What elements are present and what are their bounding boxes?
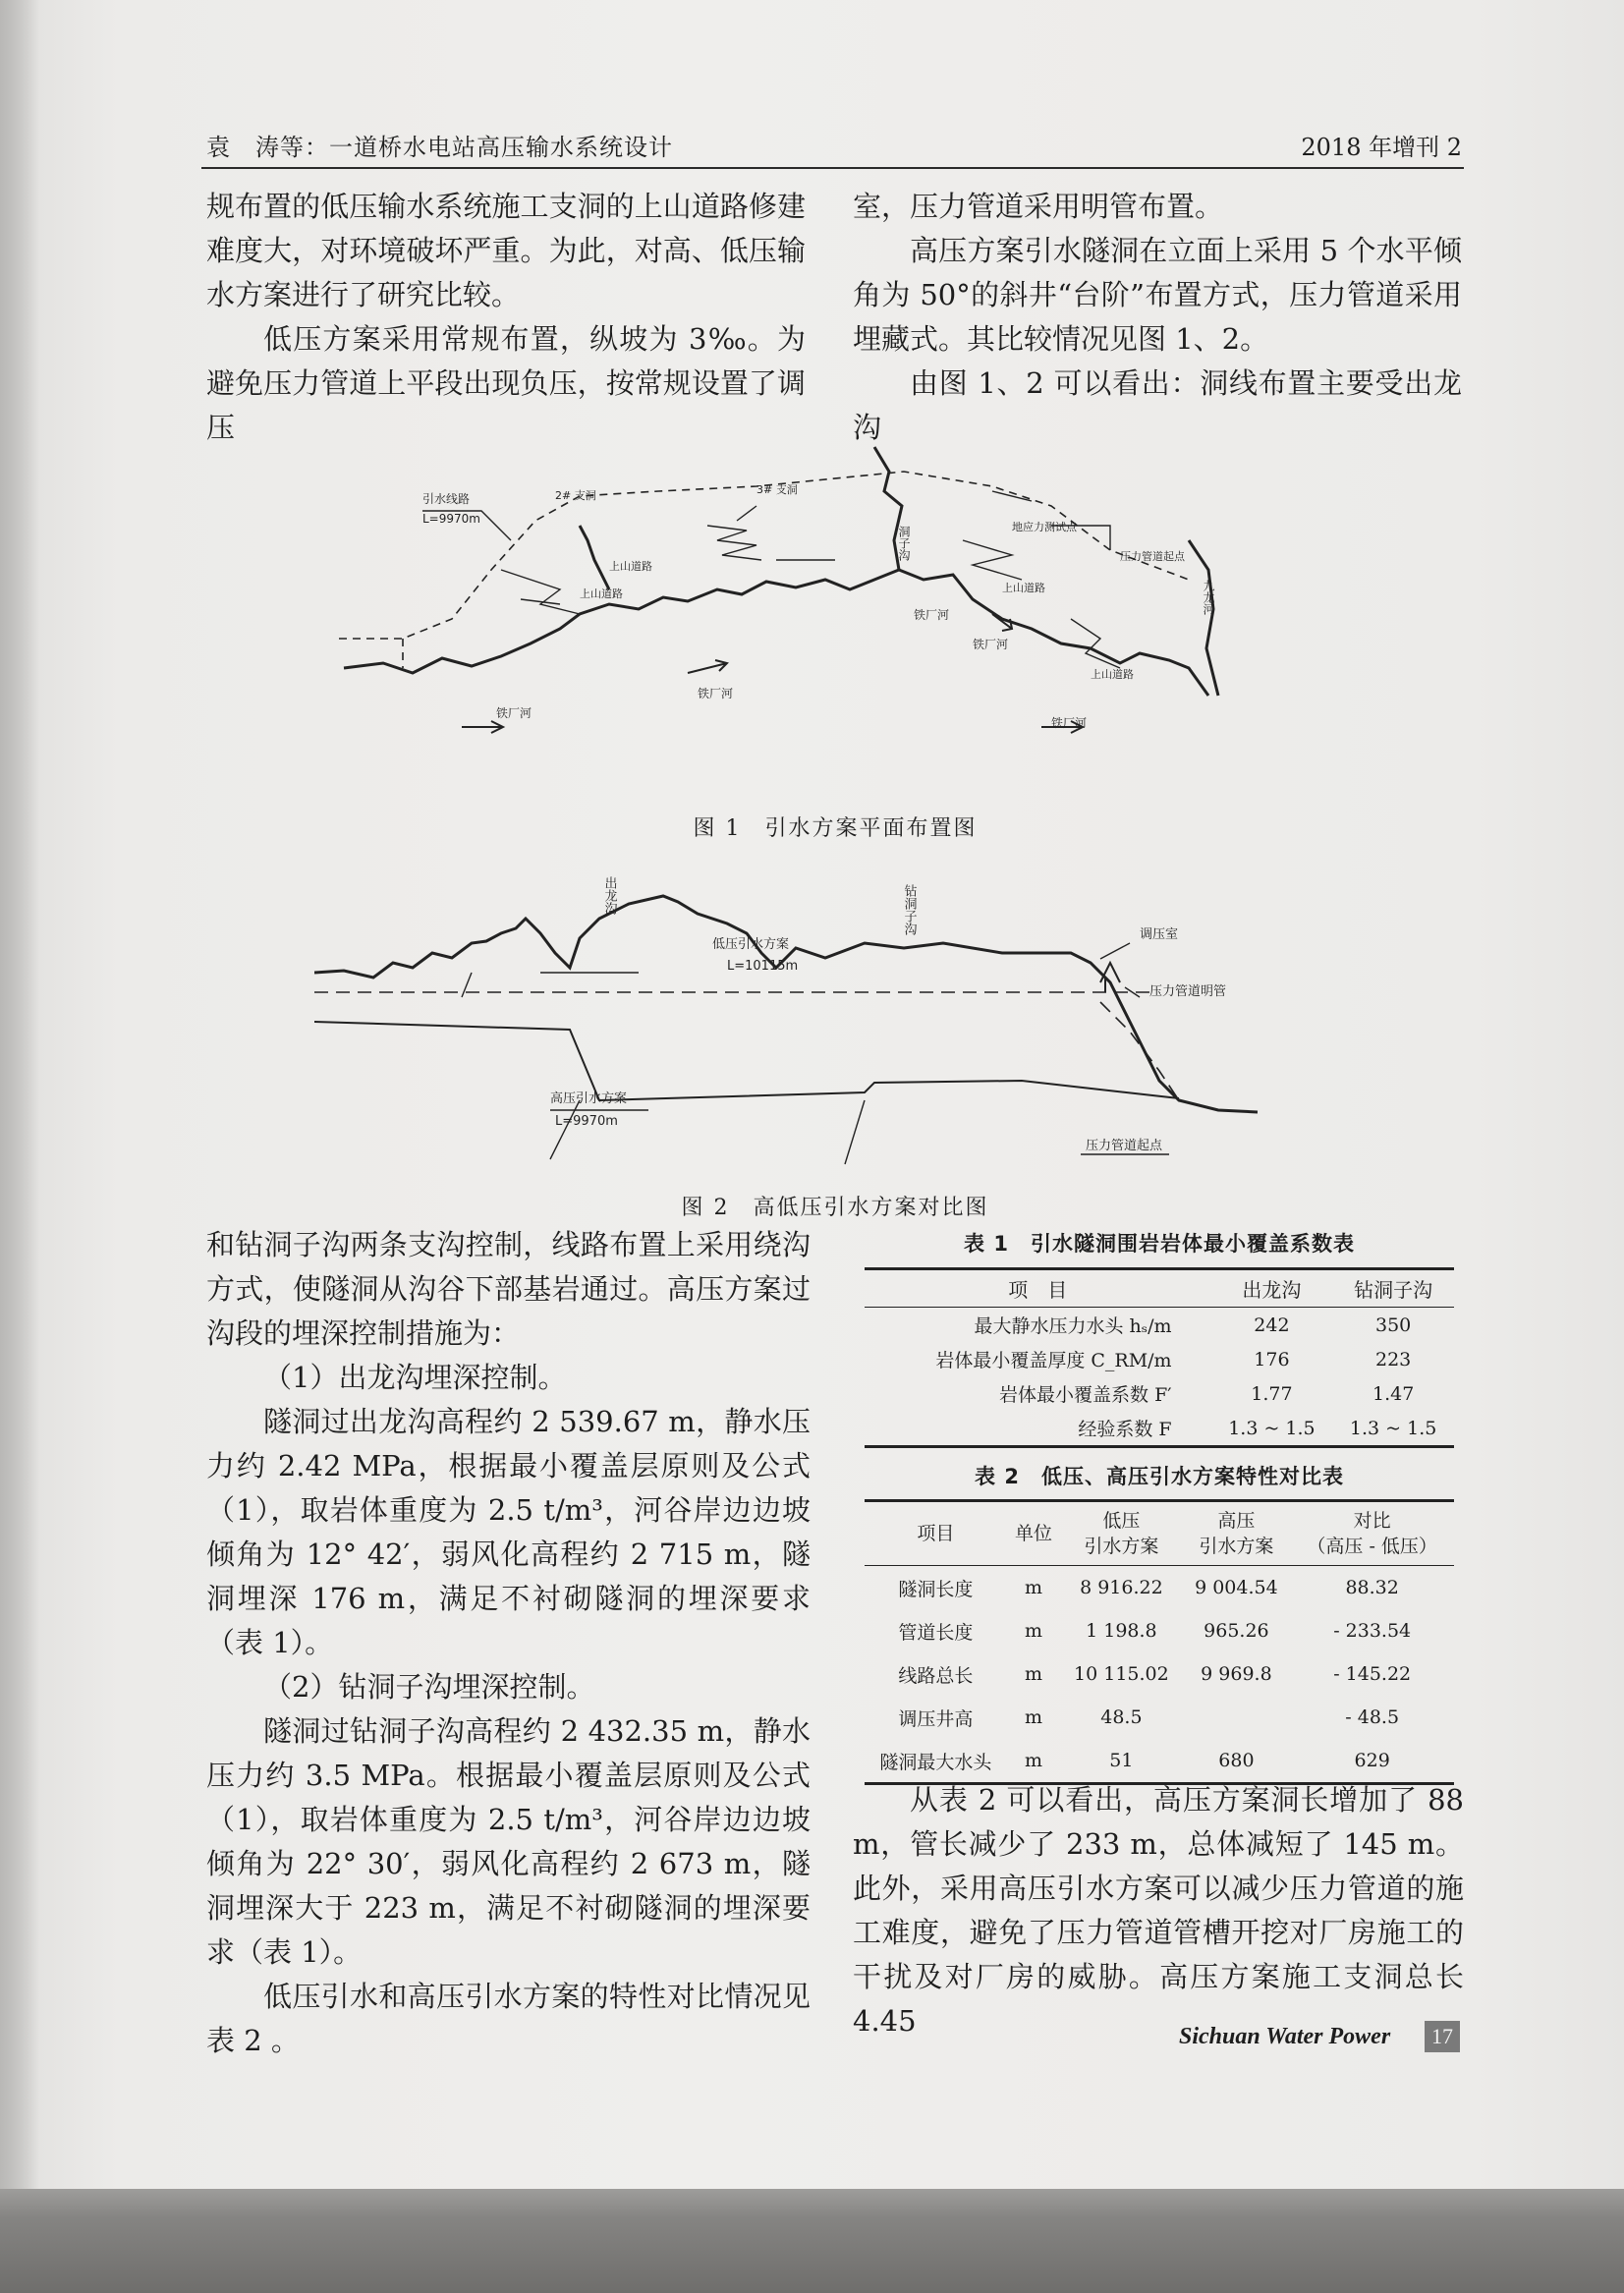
fig1-label-adit2: 2# 支洞 — [555, 489, 596, 502]
table-cell: 1.77 — [1251, 1382, 1293, 1405]
paragraph: 从表 2 可以看出，高压方案洞长增加了 88 m，管长减少了 233 m，总体减短了 145 m。此外，采用高压引水方案可以减少压力管道的施工难度，避免了压力管道管槽开挖对厂房施工的干扰及对厂房的威胁。高压方案施工支洞总长 4.45 — [853, 1783, 1464, 2038]
table-cell — [1182, 1696, 1290, 1739]
table-row — [865, 1411, 1454, 1447]
fig2-label-low-length: L=10115m — [727, 959, 799, 974]
table-cell: 管道长度 — [898, 1621, 974, 1644]
table-header-cell: 项目 — [917, 1523, 955, 1544]
table-cell: 1.3 ~ 1.5 — [1228, 1417, 1316, 1439]
table-cell: 岩体最小覆盖厚度 C_RM/m — [935, 1350, 1172, 1371]
body-left-top — [206, 185, 806, 450]
table-cell: 10 115.02 — [1074, 1663, 1169, 1685]
table2 — [865, 1499, 1454, 1785]
fig1-label-length: L=9970m — [422, 512, 480, 526]
fig1-label-river-right: 九龙河 — [1202, 580, 1215, 615]
fig1-label-river: 铁厂河 — [973, 638, 1009, 651]
table-cell: 线路总长 — [898, 1664, 974, 1687]
table-header-cell: 出龙沟 — [1242, 1278, 1302, 1302]
figure1-plan-layout — [324, 432, 1346, 786]
paragraph: 室，压力管道采用明管布置。 — [853, 190, 1224, 223]
table-cell: 88.32 — [1345, 1577, 1399, 1598]
table-header-row — [865, 1269, 1454, 1308]
table-row — [865, 1652, 1454, 1696]
table-cell: m — [1024, 1663, 1043, 1685]
table-cell: - 233.54 — [1333, 1620, 1412, 1642]
fig1-label-stress: 地应力测试点 — [1012, 521, 1077, 533]
paragraph: （1）出龙沟埋深控制。 — [263, 1361, 567, 1394]
fig2-label-penstock-open: 压力管道明管 — [1149, 984, 1227, 999]
body-right-bottom — [853, 1778, 1464, 2043]
paragraph: 由图 1、2 可以看出：洞线布置主要受出龙沟 — [853, 366, 1462, 444]
table-cell: 176 — [1254, 1348, 1290, 1370]
figure2-profile-comparison — [314, 865, 1415, 1179]
table-cell: 8 916.22 — [1080, 1577, 1163, 1598]
table-cell: 48.5 — [1100, 1706, 1143, 1728]
table-row — [865, 1376, 1454, 1411]
fig2-label-low-scheme: 低压引水方案 — [712, 937, 790, 952]
paragraph: 隧洞过出龙沟高程约 2 539.67 m，静水压力约 2.42 MPa，根据最小覆盖层原则及公式（1），取岩体重度为 2.5 t/m³，河谷岸边边坡倾角为 12° 42′，弱风化高程约 2 715 m，隧洞埋深 176 m，满足不衬砌隧洞的埋深要求（表 1）。 — [206, 1405, 811, 1659]
figure1-caption: 图 1 引水方案平面布置图 — [693, 816, 978, 841]
binding-shadow — [0, 0, 39, 2293]
table-cell: 经验系数 F — [1078, 1419, 1172, 1440]
scan-bottom-shadow — [0, 2189, 1624, 2293]
table-cell: 9 004.54 — [1195, 1577, 1278, 1598]
table-cell: m — [1024, 1706, 1043, 1728]
table-row — [865, 1566, 1454, 1610]
table-cell: 1.47 — [1372, 1382, 1415, 1405]
table-row — [865, 1739, 1454, 1784]
fig2-label-penstock-start: 压力管道起点 — [1086, 1139, 1163, 1153]
footer-page-number: 17 — [1425, 2021, 1460, 2052]
fig1-label-road: 上山道路 — [609, 560, 652, 573]
table-cell: 隧洞最大水头 — [879, 1751, 992, 1773]
table-cell: 9 969.8 — [1201, 1663, 1272, 1685]
fig2-label-surge: 调压室 — [1140, 927, 1179, 942]
table-cell: m — [1024, 1750, 1043, 1771]
table-cell: 223 — [1375, 1348, 1412, 1370]
fig1-label-river: 铁厂河 — [914, 608, 950, 622]
table-header-cell: 项 目 — [1008, 1278, 1068, 1302]
table1-title: 表 1 引水隧洞围岩岩体最小覆盖系数表 — [964, 1232, 1355, 1256]
running-header-issue: 2018 年增刊 2 — [1301, 134, 1462, 161]
footer-journal-name: Sichuan Water Power — [1179, 2024, 1391, 2049]
body-right-top — [853, 185, 1462, 450]
table-cell: - 145.22 — [1333, 1663, 1412, 1685]
fig1-label-river: 铁厂河 — [496, 706, 532, 720]
fig1-label-penstock: 压力管道起点 — [1120, 550, 1185, 563]
table-cell: 350 — [1375, 1314, 1412, 1336]
running-header-title: 袁 涛等：一道桥水电站高压输水系统设计 — [206, 134, 673, 161]
table-cell: 隧洞长度 — [898, 1578, 974, 1600]
paragraph: 和钻洞子沟两条支沟控制，线路布置上采用绕沟方式，使隧洞从沟谷下部基岩通过。高压方案过沟段的埋深控制措施为： — [206, 1228, 811, 1350]
table-header-cell: 低压 引水方案 — [1084, 1510, 1159, 1557]
fig1-label-ravine: 洞子沟 — [897, 526, 911, 561]
fig1-label-road: 上山道路 — [1091, 668, 1134, 681]
table-row — [865, 1696, 1454, 1739]
header-rule — [201, 167, 1464, 169]
table-row — [865, 1308, 1454, 1343]
table-header-row — [865, 1501, 1454, 1566]
fig1-label-river: 铁厂河 — [1051, 716, 1088, 730]
table-cell: - 48.5 — [1345, 1706, 1400, 1728]
table1 — [865, 1267, 1454, 1448]
figure2-caption: 图 2 高低压引水方案对比图 — [681, 1196, 989, 1220]
fig1-label-river: 铁厂河 — [698, 687, 734, 700]
paragraph: 低压方案采用常规布置，纵坡为 3‰。为避免压力管道上平段出现负压，按常规设置了调压 — [206, 322, 806, 444]
paragraph: 低压引水和高压引水方案的特性对比情况见表 2 。 — [206, 1980, 811, 2057]
body-left-bottom — [206, 1223, 811, 2063]
paragraph: 隧洞过钻洞子沟高程约 2 432.35 m，静水压力约 3.5 MPa。根据最小覆盖层原则及公式（1），取岩体重度为 2.5 t/m³，河谷岸边边坡倾角为 22° 30′，弱风化高程约 2 673 m，隧洞埋深大于 223 m，满足不衬砌隧洞的埋深要求（表 1）。 — [206, 1714, 811, 1969]
paragraph: 规布置的低压输水系统施工支洞的上山道路修建难度大，对环境破坏严重。为此，对高、低压输水方案进行了研究比较。 — [206, 190, 806, 311]
table-cell: 680 — [1218, 1750, 1255, 1771]
table-cell: 1 198.8 — [1086, 1620, 1157, 1642]
fig1-label-adit3: 3# 支洞 — [756, 483, 798, 496]
paragraph: （2）钻洞子沟埋深控制。 — [263, 1670, 595, 1704]
fig2-label-high-length: L=9970m — [555, 1114, 618, 1129]
table-cell: 965.26 — [1204, 1620, 1269, 1642]
fig2-label-high-scheme: 高压引水方案 — [550, 1091, 628, 1106]
fig1-label-route: 引水线路 — [422, 492, 471, 506]
table-cell: m — [1024, 1620, 1043, 1642]
table-header-cell: 高压 引水方案 — [1199, 1510, 1274, 1557]
paragraph: 高压方案引水隧洞在立面上采用 5 个水平倾角为 50°的斜井“台阶”布置方式，压力管道采用埋藏式。其比较情况见图 1、2。 — [853, 234, 1462, 356]
table-cell: 岩体最小覆盖系数 F′ — [999, 1384, 1172, 1406]
table-cell: 629 — [1354, 1750, 1390, 1771]
table-cell: m — [1024, 1577, 1043, 1598]
table-row — [865, 1609, 1454, 1652]
table-header-cell: 单位 — [1015, 1523, 1053, 1544]
fig1-label-road: 上山道路 — [1002, 582, 1045, 594]
table-row — [865, 1342, 1454, 1376]
table-cell: 51 — [1109, 1750, 1134, 1771]
table-header-cell: 对比 （高压 - 低压） — [1307, 1510, 1437, 1557]
table2-title: 表 2 低压、高压引水方案特性对比表 — [975, 1465, 1344, 1488]
table-cell: 242 — [1254, 1314, 1290, 1336]
table-cell: 调压井高 — [898, 1707, 974, 1730]
table-cell: 最大静水压力水头 hₛ/m — [974, 1315, 1172, 1337]
fig2-label-zuandongzigou: 钻洞子沟 — [901, 884, 917, 935]
fig1-label-road: 上山道路 — [580, 587, 623, 600]
table-cell: 1.3 ~ 1.5 — [1349, 1417, 1437, 1439]
fig2-label-chulonggou: 出龙沟 — [601, 876, 617, 915]
table-header-cell: 钻洞子沟 — [1354, 1278, 1433, 1302]
